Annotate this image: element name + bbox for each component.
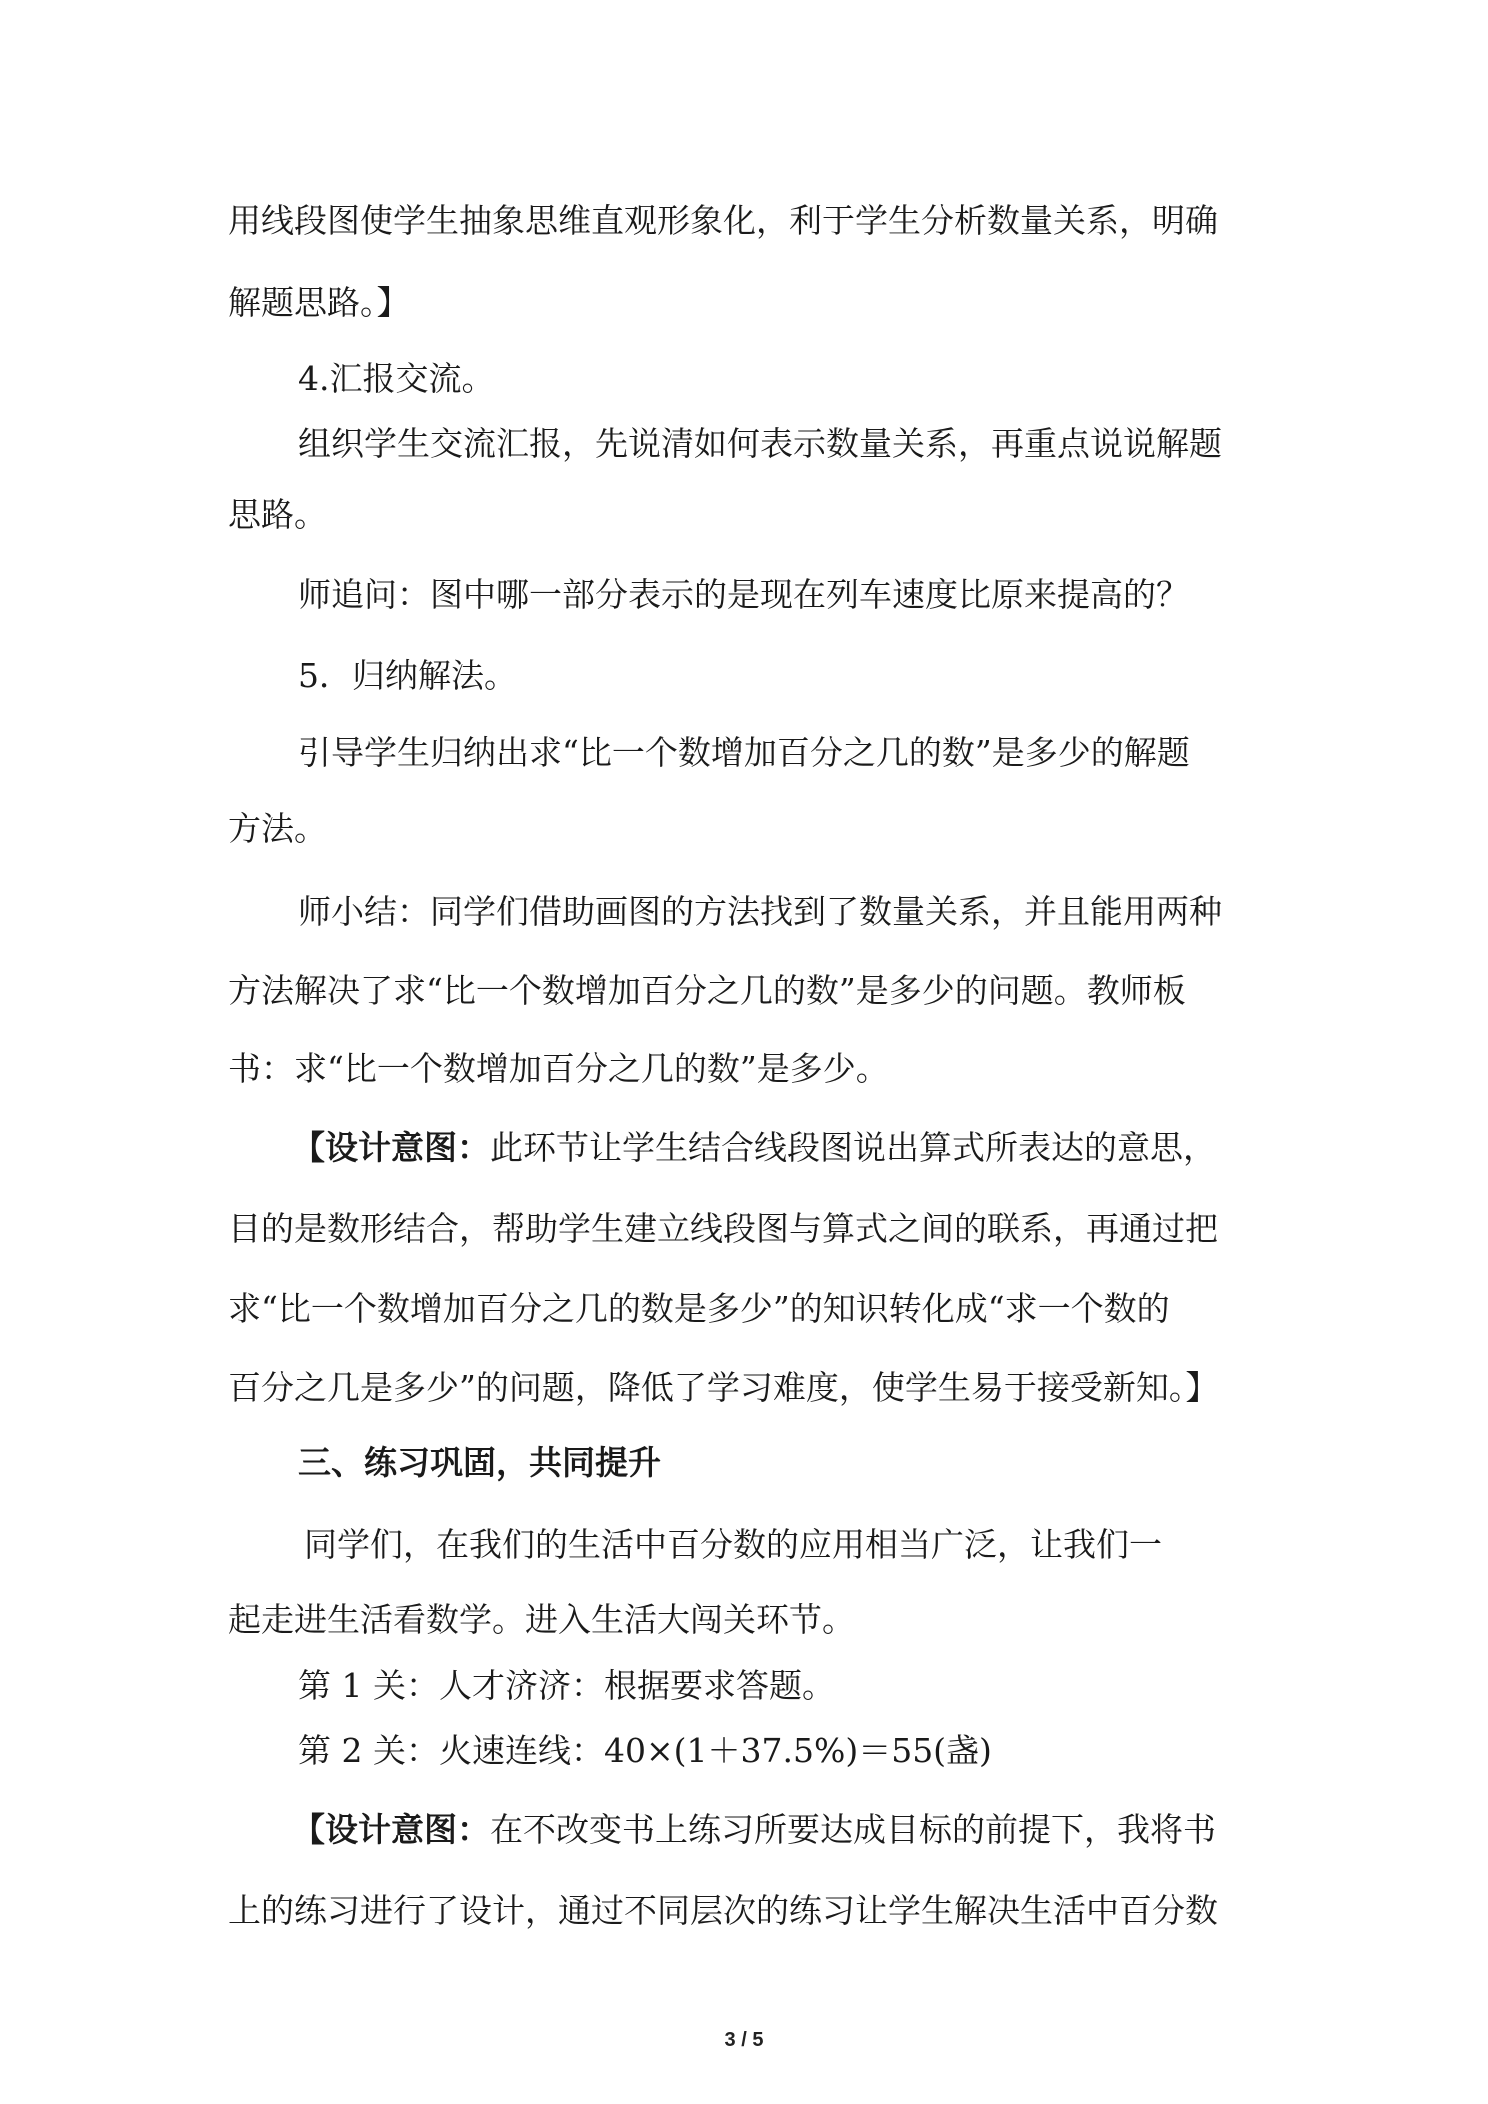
paragraph-line: 上的练习进行了设计，通过不同层次的练习让学生解决生活中百分数 bbox=[228, 1891, 1218, 1930]
design-intent-line bbox=[292, 1810, 1216, 1849]
section-step-heading: 4.汇报交流。 bbox=[298, 359, 495, 398]
paragraph-line: 书：求“比一个数增加百分之几的数”是多少。 bbox=[228, 1049, 889, 1088]
exercise-line: 第 1 关：人才济济：根据要求答题。 bbox=[298, 1666, 835, 1705]
paragraph-line: 方法。 bbox=[228, 809, 327, 848]
exercise-line: 第 2 关：火速连线：40×(1＋37.5%)＝55(盏) bbox=[298, 1731, 992, 1770]
paragraph-line: 师小结：同学们借助画图的方法找到了数量关系，并且能用两种 bbox=[298, 892, 1222, 931]
paragraph-line: 求“比一个数增加百分之几的数是多少”的知识转化成“求一个数的 bbox=[228, 1289, 1170, 1328]
paragraph-line: 百分之几是多少”的问题，降低了学习难度，使学生易于接受新知。】 bbox=[228, 1368, 1219, 1407]
paragraph-line: 用线段图使学生抽象思维直观形象化，利于学生分析数量关系，明确 bbox=[228, 201, 1218, 240]
paragraph-line: 目的是数形结合，帮助学生建立线段图与算式之间的联系，再通过把 bbox=[228, 1209, 1218, 1248]
design-intent-line bbox=[292, 1128, 1216, 1167]
page-number: 3 / 5 bbox=[724, 2029, 764, 2051]
paragraph-line: 方法解决了求“比一个数增加百分之几的数”是多少的问题。教师板 bbox=[228, 971, 1186, 1010]
design-intent-text: 此环节让学生结合线段图说出算式所表达的意思， bbox=[490, 1128, 1216, 1167]
paragraph-line: 起走进生活看数学。进入生活大闯关环节。 bbox=[228, 1600, 855, 1639]
design-intent-label: 【设计意图： bbox=[292, 1128, 490, 1167]
design-intent-text: 在不改变书上练习所要达成目标的前提下，我将书 bbox=[490, 1810, 1216, 1849]
section-heading: 三、练习巩固，共同提升 bbox=[298, 1443, 661, 1482]
paragraph-line: 解题思路。】 bbox=[228, 283, 410, 322]
design-intent-label: 【设计意图： bbox=[292, 1810, 490, 1849]
paragraph-line: 师追问：图中哪一部分表示的是现在列车速度比原来提高的？ bbox=[298, 575, 1189, 614]
paragraph-line: 同学们，在我们的生活中百分数的应用相当广泛，让我们一 bbox=[304, 1525, 1162, 1564]
paragraph-line: 引导学生归纳出求“比一个数增加百分之几的数”是多少的解题 bbox=[298, 733, 1190, 772]
paragraph-line: 思路。 bbox=[228, 495, 327, 534]
section-step-heading: 5．归纳解法。 bbox=[298, 656, 517, 695]
paragraph-line: 组织学生交流汇报，先说清如何表示数量关系，再重点说说解题 bbox=[298, 424, 1222, 463]
